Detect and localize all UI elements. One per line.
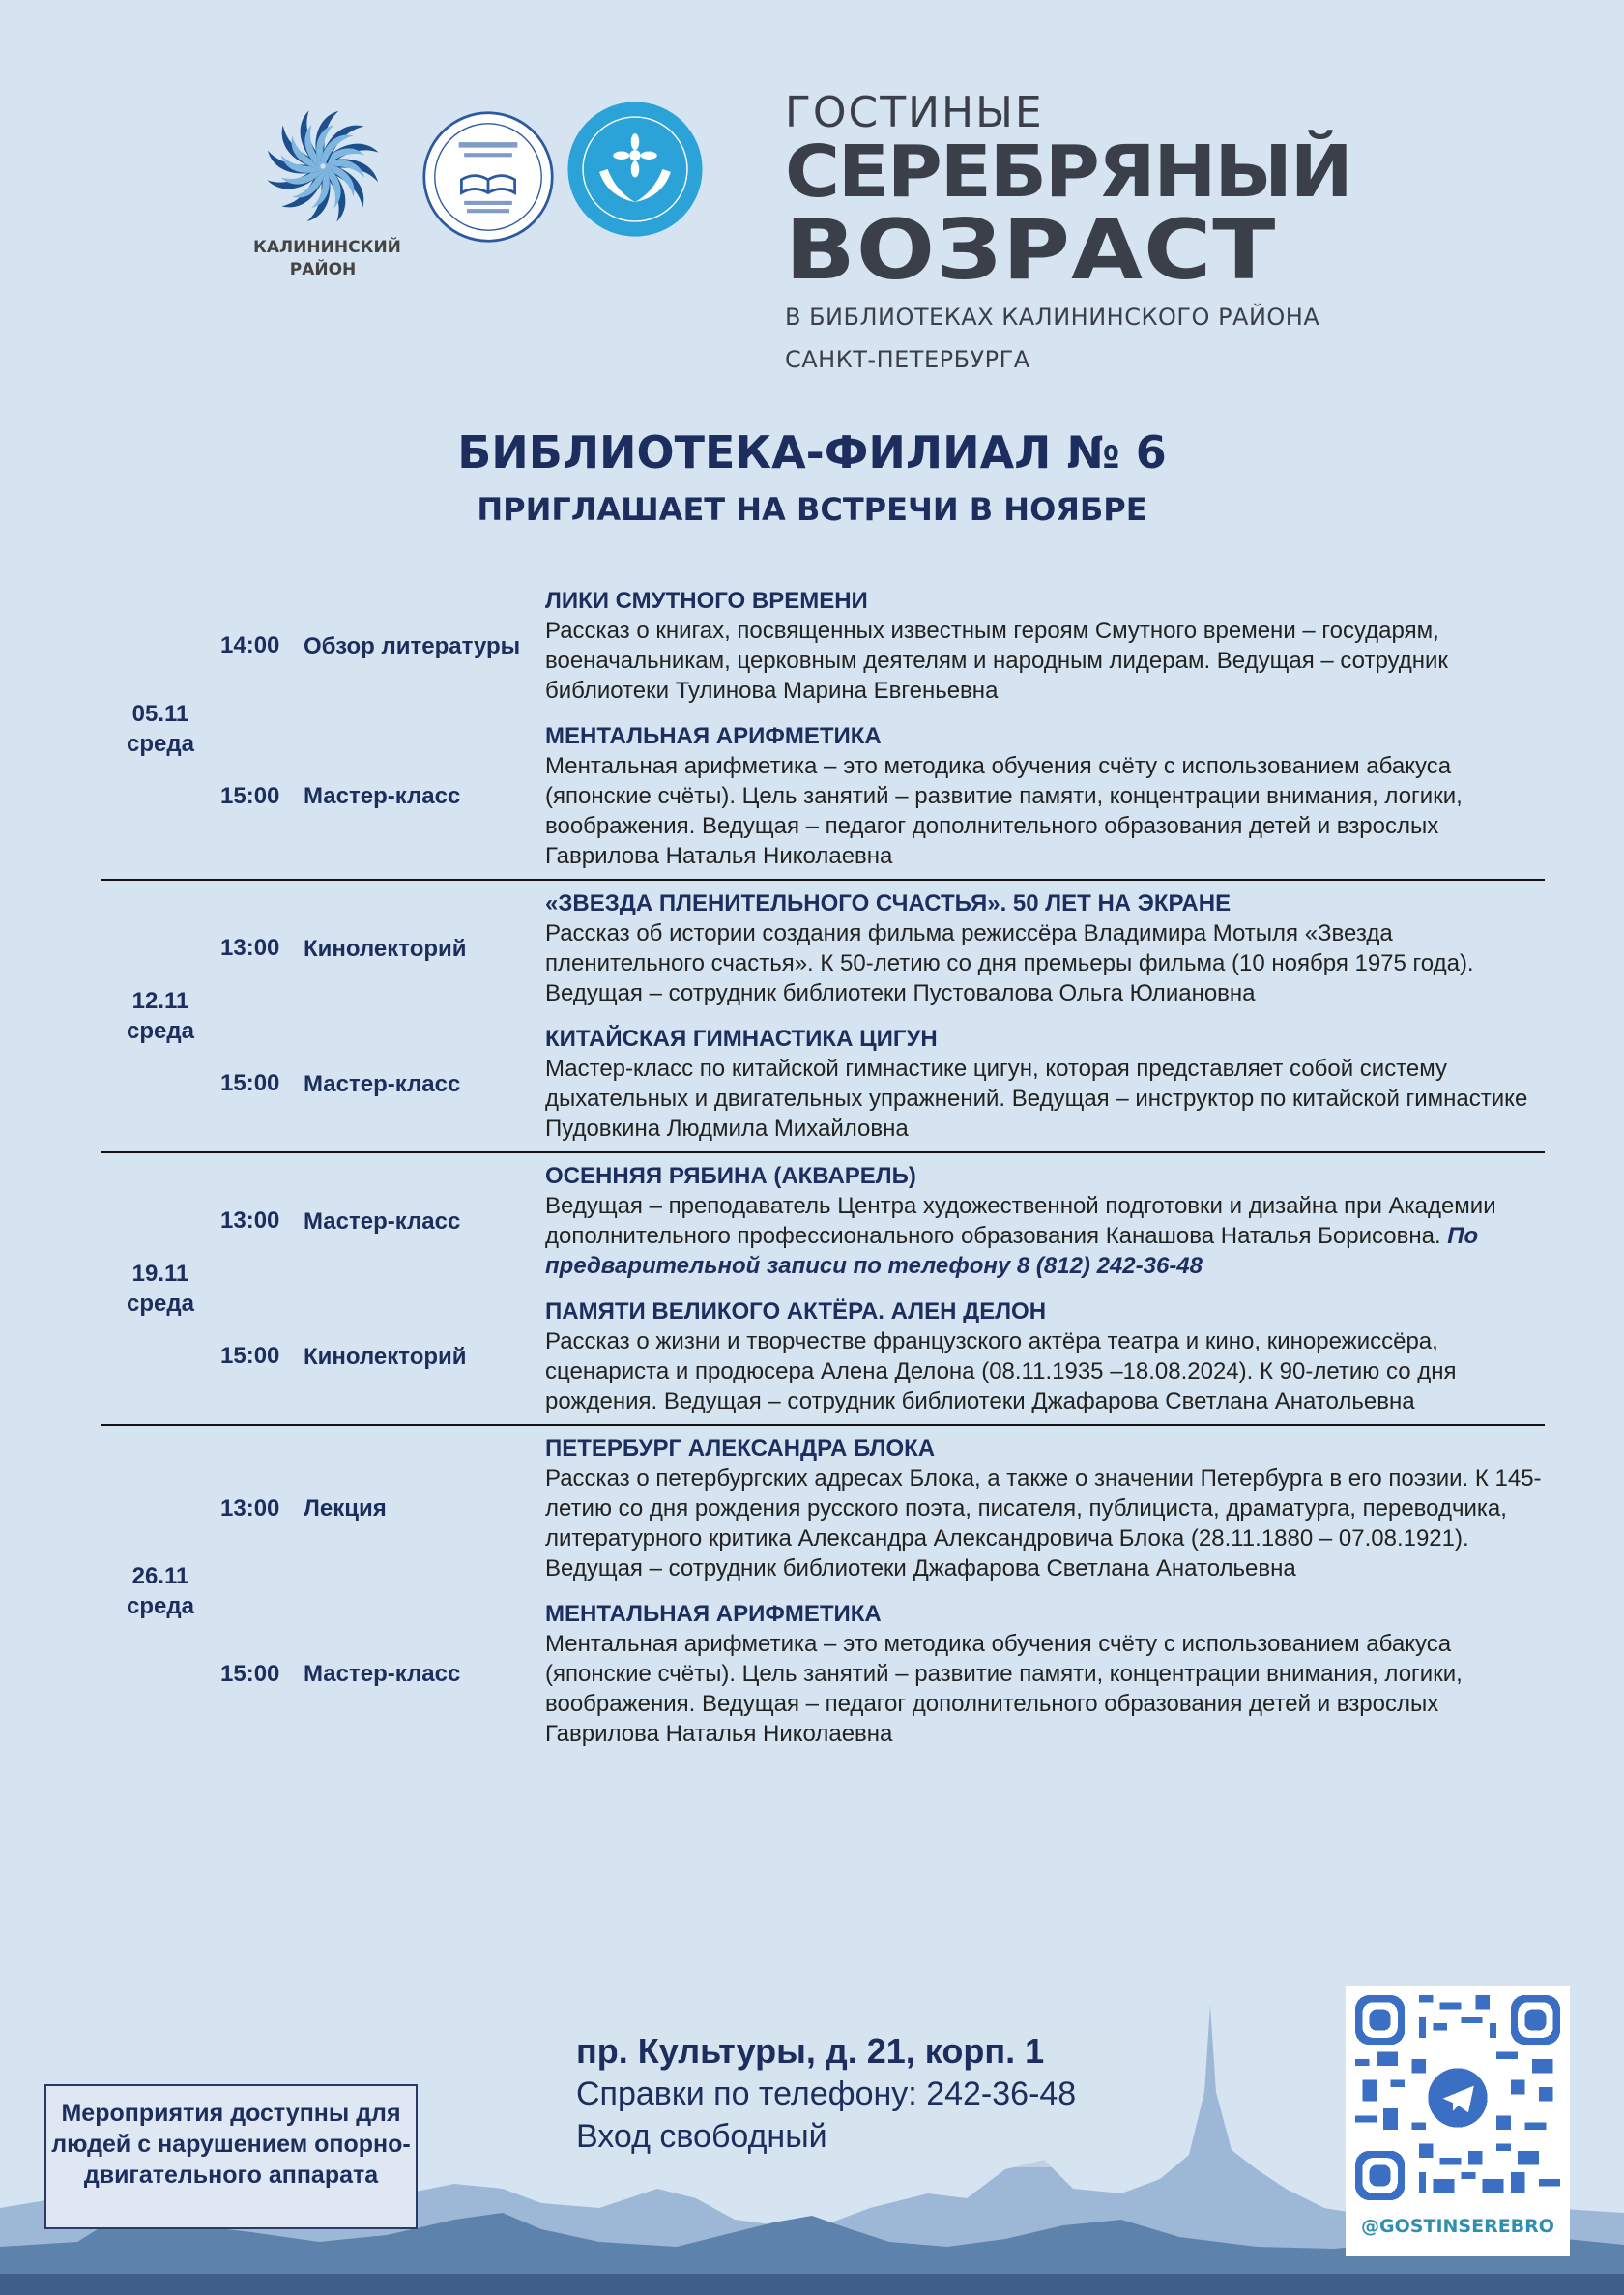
event-heading: «ЗВЕЗДА ПЛЕНИТЕЛЬНОГО СЧАСТЬЯ». 50 ЛЕТ НА ЭКРАНЕ	[545, 890, 1232, 916]
brand-line-1: ГОСТИНЫЕ	[785, 88, 1044, 137]
brand-wordmark	[785, 89, 1384, 375]
event-heading: ПАМЯТИ ВЕЛИКОГО АКТЁРА. АЛЕН ДЕЛОН	[545, 1298, 1047, 1324]
day-date: 12.11	[131, 988, 189, 1014]
event-heading: ЛИКИ СМУТНОГО ВРЕМЕНИ	[545, 588, 868, 614]
event-time: 15:00	[220, 1343, 280, 1369]
day-weekday: среда	[127, 1291, 194, 1317]
social-service-logo	[566, 101, 704, 238]
day-date-cell	[101, 1153, 220, 1424]
page-title: БИБЛИОТЕКА-ФИЛИАЛ № 6	[457, 426, 1167, 479]
event-time: 15:00	[220, 782, 280, 809]
info-phone: Справки по телефону: 242-36-48	[576, 2076, 1077, 2112]
event-row	[220, 713, 1545, 879]
event-row	[220, 1153, 1545, 1289]
event-description: Рассказ о петербургских адресах Блока, а также о значении Петербурга в его поэзии. К 145-летию со дня рождения русского поэта, писателя, публициста, драматурга, переводчика, литературного критика Александра Александровича Блока (28.11.1880 – 07.08.1921). Ведущая – сотрудник библиотеки Джафарова Светлана Анатольевна	[545, 1466, 1542, 1582]
kalininsky-district-logo	[253, 97, 401, 280]
event-description	[545, 1191, 1545, 1281]
schedule-day	[101, 1426, 1545, 1757]
event-time: 13:00	[220, 1207, 280, 1234]
event-row	[220, 1426, 1545, 1591]
event-type: Мастер-класс	[304, 783, 461, 809]
event-heading: МЕНТАЛЬНАЯ АРИФМЕТИКА	[545, 723, 882, 749]
venue-address: пр. Культуры, д. 21, корп. 1	[576, 2031, 1045, 2071]
day-weekday: среда	[127, 730, 194, 757]
event-row	[220, 1591, 1545, 1757]
event-type: Лекция	[304, 1496, 387, 1522]
event-row	[220, 881, 1545, 1016]
page-subtitle: ПРИГЛАШАЕТ НА ВСТРЕЧИ В НОЯБРЕ	[477, 491, 1147, 528]
brand-line-3: ВОЗРАСТ	[785, 202, 1277, 299]
event-description: Рассказ о книгах, посвященных известным героям Смутного времени – государям, военачальникам, церковным деятелям и народным лидерам. Ведущая – сотрудник библиотеки Тулинова Марина Евгеньевна	[545, 618, 1448, 704]
day-date: 05.11	[131, 700, 189, 727]
day-weekday: среда	[127, 1018, 194, 1044]
telegram-qr-code[interactable]	[1346, 1986, 1570, 2256]
district-caption-1: КАЛИНИНСКИЙ	[253, 238, 401, 257]
event-time: 13:00	[220, 935, 280, 961]
entry-info: Вход свободный	[576, 2118, 827, 2155]
venue-info	[566, 2022, 1127, 2167]
library-system-logo	[421, 110, 555, 244]
event-heading: ОСЕННЯЯ РЯБИНА (АКВАРЕЛЬ)	[545, 1163, 916, 1189]
event-type: Мастер-класс	[304, 1207, 461, 1235]
event-time: 15:00	[220, 1660, 280, 1687]
schedule-day	[101, 881, 1545, 1153]
event-heading: МЕНТАЛЬНАЯ АРИФМЕТИКА	[545, 1601, 882, 1627]
event-type: Мастер-класс	[304, 1070, 461, 1097]
event-type: Кинолекторий	[304, 1343, 467, 1370]
event-description: Мастер-класс по китайской гимнастике цигун, которая представляет собой систему дыхательных и двигательных упражнений. Ведущая – инструктор по китайской гимнастике Пудовкина Людмила Михайловна	[545, 1056, 1528, 1142]
event-type: Обзор литературы	[304, 632, 521, 659]
registration-note: По предварительной записи по телефону 8 (812) 242-36-48	[545, 1223, 1479, 1279]
day-date: 26.11	[131, 1563, 189, 1589]
event-heading: ПЕТЕРБУРГ АЛЕКСАНДРА БЛОКА	[545, 1436, 936, 1462]
library-book-icon	[421, 110, 555, 244]
day-date-cell	[101, 881, 220, 1151]
day-date: 19.11	[131, 1261, 189, 1287]
hands-flower-icon	[566, 101, 704, 238]
event-description: Рассказ об истории создания фильма режиссёра Владимира Мотыля «Звезда пленительного счастья». К 50-летию со дня премьеры фильма (10 ноября 1975 года). Ведущая – сотрудник библиотеки Пустовалова Ольга Юлиановна	[545, 920, 1474, 1006]
telegram-handle: @GOSTINSEREBRO	[1361, 2216, 1554, 2237]
day-date-cell	[101, 578, 220, 879]
event-time: 15:00	[220, 1070, 280, 1096]
event-time: 13:00	[220, 1495, 280, 1522]
accessibility-note: Мероприятия доступны для людей с нарушением опорно-двигательного аппарата	[44, 2084, 418, 2229]
event-description: Ментальная арифметика – это методика обучения счёту с использованием абакуса (японские счёты). Цель занятий – развитие памяти, концентрации внимания, логики, воображения. Ведущая – педагог дополнительного образования детей и взрослых Гаврилова Наталья Николаевна	[545, 1631, 1463, 1747]
schedule-day	[101, 1153, 1545, 1426]
event-time: 14:00	[220, 632, 280, 658]
swirl-emblem-icon	[253, 97, 392, 236]
day-weekday: среда	[127, 1593, 194, 1619]
event-description: Ментальная арифметика – это методика обучения счёту с использованием абакуса (японские счёты). Цель занятий – развитие памяти, концентрации внимания, логики, воображения. Ведущая – педагог дополнительного образования детей и взрослых Гаврилова Наталья Николаевна	[545, 753, 1463, 869]
schedule-day	[101, 578, 1545, 881]
event-description-text: Ведущая – преподаватель Центра художественной подготовки и дизайна при Академии дополнительного профессионального образования Канашова Наталья Борисовна.	[545, 1193, 1496, 1249]
district-caption-2: РАЙОН	[289, 260, 357, 279]
event-type: Мастер-класс	[304, 1661, 461, 1687]
event-heading: КИТАЙСКАЯ ГИМНАСТИКА ЦИГУН	[545, 1026, 938, 1052]
event-description: Рассказ о жизни и творчестве французского актёра театра и кино, кинорежиссёра, сценариста и продюсера Алена Делона (08.11.1935 –18.08.2024). К 90-летию со дня рождения. Ведущая – сотрудник библиотеки Джафарова Светлана Анатольевна	[545, 1328, 1457, 1414]
event-row	[220, 578, 1545, 713]
brand-line-5: САНКТ-ПЕТЕРБУРГА	[785, 346, 1030, 373]
brand-line-4: В БИБЛИОТЕКАХ КАЛИНИНСКОГО РАЙОНА	[785, 304, 1320, 331]
brand-line-2: СЕРЕБРЯНЫЙ	[785, 131, 1351, 214]
event-type: Кинолекторий	[304, 935, 467, 962]
event-schedule	[101, 578, 1545, 1757]
event-row	[220, 1016, 1545, 1151]
event-row	[220, 1289, 1545, 1424]
day-date-cell	[101, 1426, 220, 1757]
qr-code-icon	[1355, 1995, 1560, 2200]
